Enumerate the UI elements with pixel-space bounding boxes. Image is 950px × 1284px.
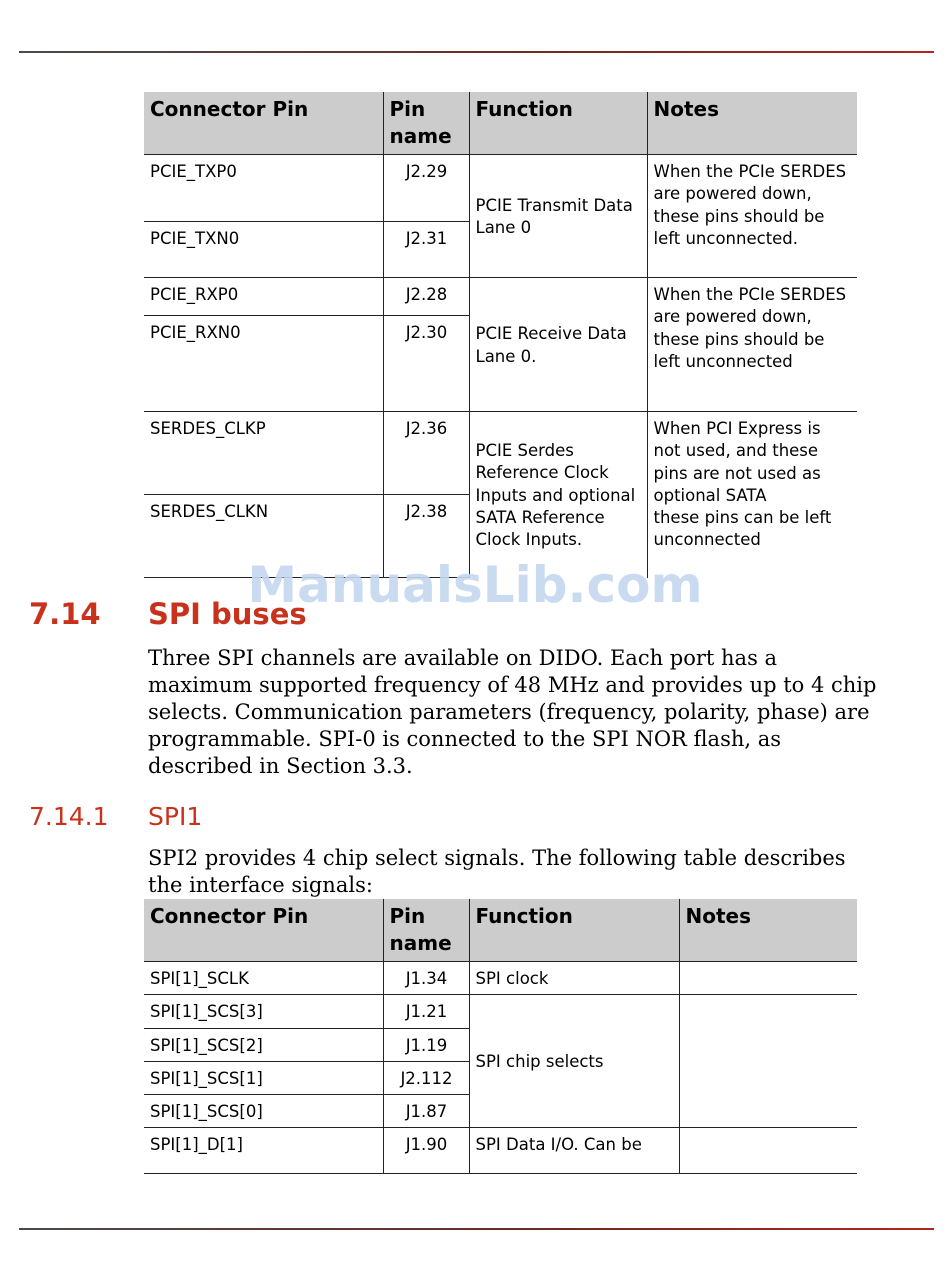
pin-name-cell: J1.19 (383, 1028, 469, 1061)
notes-cell: When the PCIe SERDES are powered down, these pins should be left unconnected. (647, 155, 857, 278)
subsection-number: 7.14.1 (29, 802, 109, 831)
section-number: 7.14 (29, 597, 101, 631)
table-row (144, 412, 857, 495)
pin-name-cell: J1.87 (383, 1095, 469, 1128)
column-header-connector-pin: Connector Pin (144, 92, 383, 155)
connector-pin-cell: SPI[1]_SCS[3] (144, 995, 383, 1028)
function-cell: SPI Data I/O. Can be (469, 1128, 679, 1174)
function-cell: PCIE Transmit Data Lane 0 (469, 155, 647, 278)
column-header-function: Function (469, 92, 647, 155)
connector-pin-cell: SERDES_CLKN (144, 495, 383, 578)
notes-cell (679, 995, 857, 1128)
notes-cell (679, 962, 857, 995)
spi1-pin-table (144, 899, 857, 1174)
connector-pin-cell: PCIE_TXN0 (144, 222, 383, 278)
pin-name-cell: J2.28 (383, 278, 469, 316)
function-cell: PCIE Serdes Reference Clock Inputs and optional SATA Reference Clock Inputs. (469, 412, 647, 578)
column-header-notes: Notes (679, 899, 857, 962)
connector-pin-cell: SPI[1]_SCS[0] (144, 1095, 383, 1128)
function-cell: PCIE Receive Data Lane 0. (469, 278, 647, 412)
column-header-notes: Notes (647, 92, 857, 155)
connector-pin-cell: PCIE_RXN0 (144, 316, 383, 412)
pin-name-cell: J2.29 (383, 155, 469, 222)
connector-pin-cell: SPI[1]_SCS[1] (144, 1061, 383, 1094)
pin-name-cell: J2.30 (383, 316, 469, 412)
column-header-pin-name (383, 92, 469, 155)
connector-pin-cell: PCIE_TXP0 (144, 155, 383, 222)
connector-pin-cell: SPI[1]_SCLK (144, 962, 383, 995)
connector-pin-cell: SERDES_CLKP (144, 412, 383, 495)
function-cell: SPI clock (469, 962, 679, 995)
table-row (144, 1128, 857, 1174)
subsection-body-paragraph: SPI2 provides 4 chip select signals. The following table describes the interface signals: (148, 846, 846, 897)
pin-name-cell: J1.34 (383, 962, 469, 995)
pin-name-cell: J2.36 (383, 412, 469, 495)
pin-name-cell: J1.21 (383, 995, 469, 1028)
table-row (144, 995, 857, 1028)
header-rule (19, 51, 934, 53)
table-row (144, 962, 857, 995)
connector-pin-cell: PCIE_RXP0 (144, 278, 383, 316)
table-header-row (144, 92, 857, 155)
pin-name-cell: J1.90 (383, 1128, 469, 1174)
section-title: SPI buses (148, 597, 307, 631)
table-header-row (144, 899, 857, 962)
connector-pin-cell: SPI[1]_D[1] (144, 1128, 383, 1174)
connector-pin-cell: SPI[1]_SCS[2] (144, 1028, 383, 1061)
pin-name-cell: J2.112 (383, 1061, 469, 1094)
notes-cell: When PCI Express is not used, and these pins are not used as optional SATA these pins can be left unconnected (647, 412, 857, 578)
footer-rule (19, 1228, 934, 1230)
column-header-pin-name (383, 899, 469, 962)
table-row (144, 155, 857, 222)
pin-name-cell: J2.38 (383, 495, 469, 578)
column-header-connector-pin: Connector Pin (144, 899, 383, 962)
table-row (144, 278, 857, 316)
function-cell: SPI chip selects (469, 995, 679, 1128)
watermark: ManualsLib.com (247, 556, 703, 614)
pin-name-header-text: Pin name (389, 904, 452, 955)
column-header-function: Function (469, 899, 679, 962)
section-body-paragraph: Three SPI channels are available on DIDO. Each port has a maximum supported frequency of 48 MHz and provides up to 4 chip selects. Communication parameters (frequency, polarity, phase) are programmable. SPI-0 is connected to the SPI NOR flash, as described in Section 3.3. (148, 646, 877, 778)
pcie-pin-table (144, 92, 857, 578)
subsection-title: SPI1 (148, 802, 203, 831)
notes-cell: When the PCIe SERDES are powered down, these pins should be left unconnected (647, 278, 857, 412)
pin-name-header-text: Pin name (389, 97, 452, 148)
notes-cell (679, 1128, 857, 1174)
pin-name-cell: J2.31 (383, 222, 469, 278)
